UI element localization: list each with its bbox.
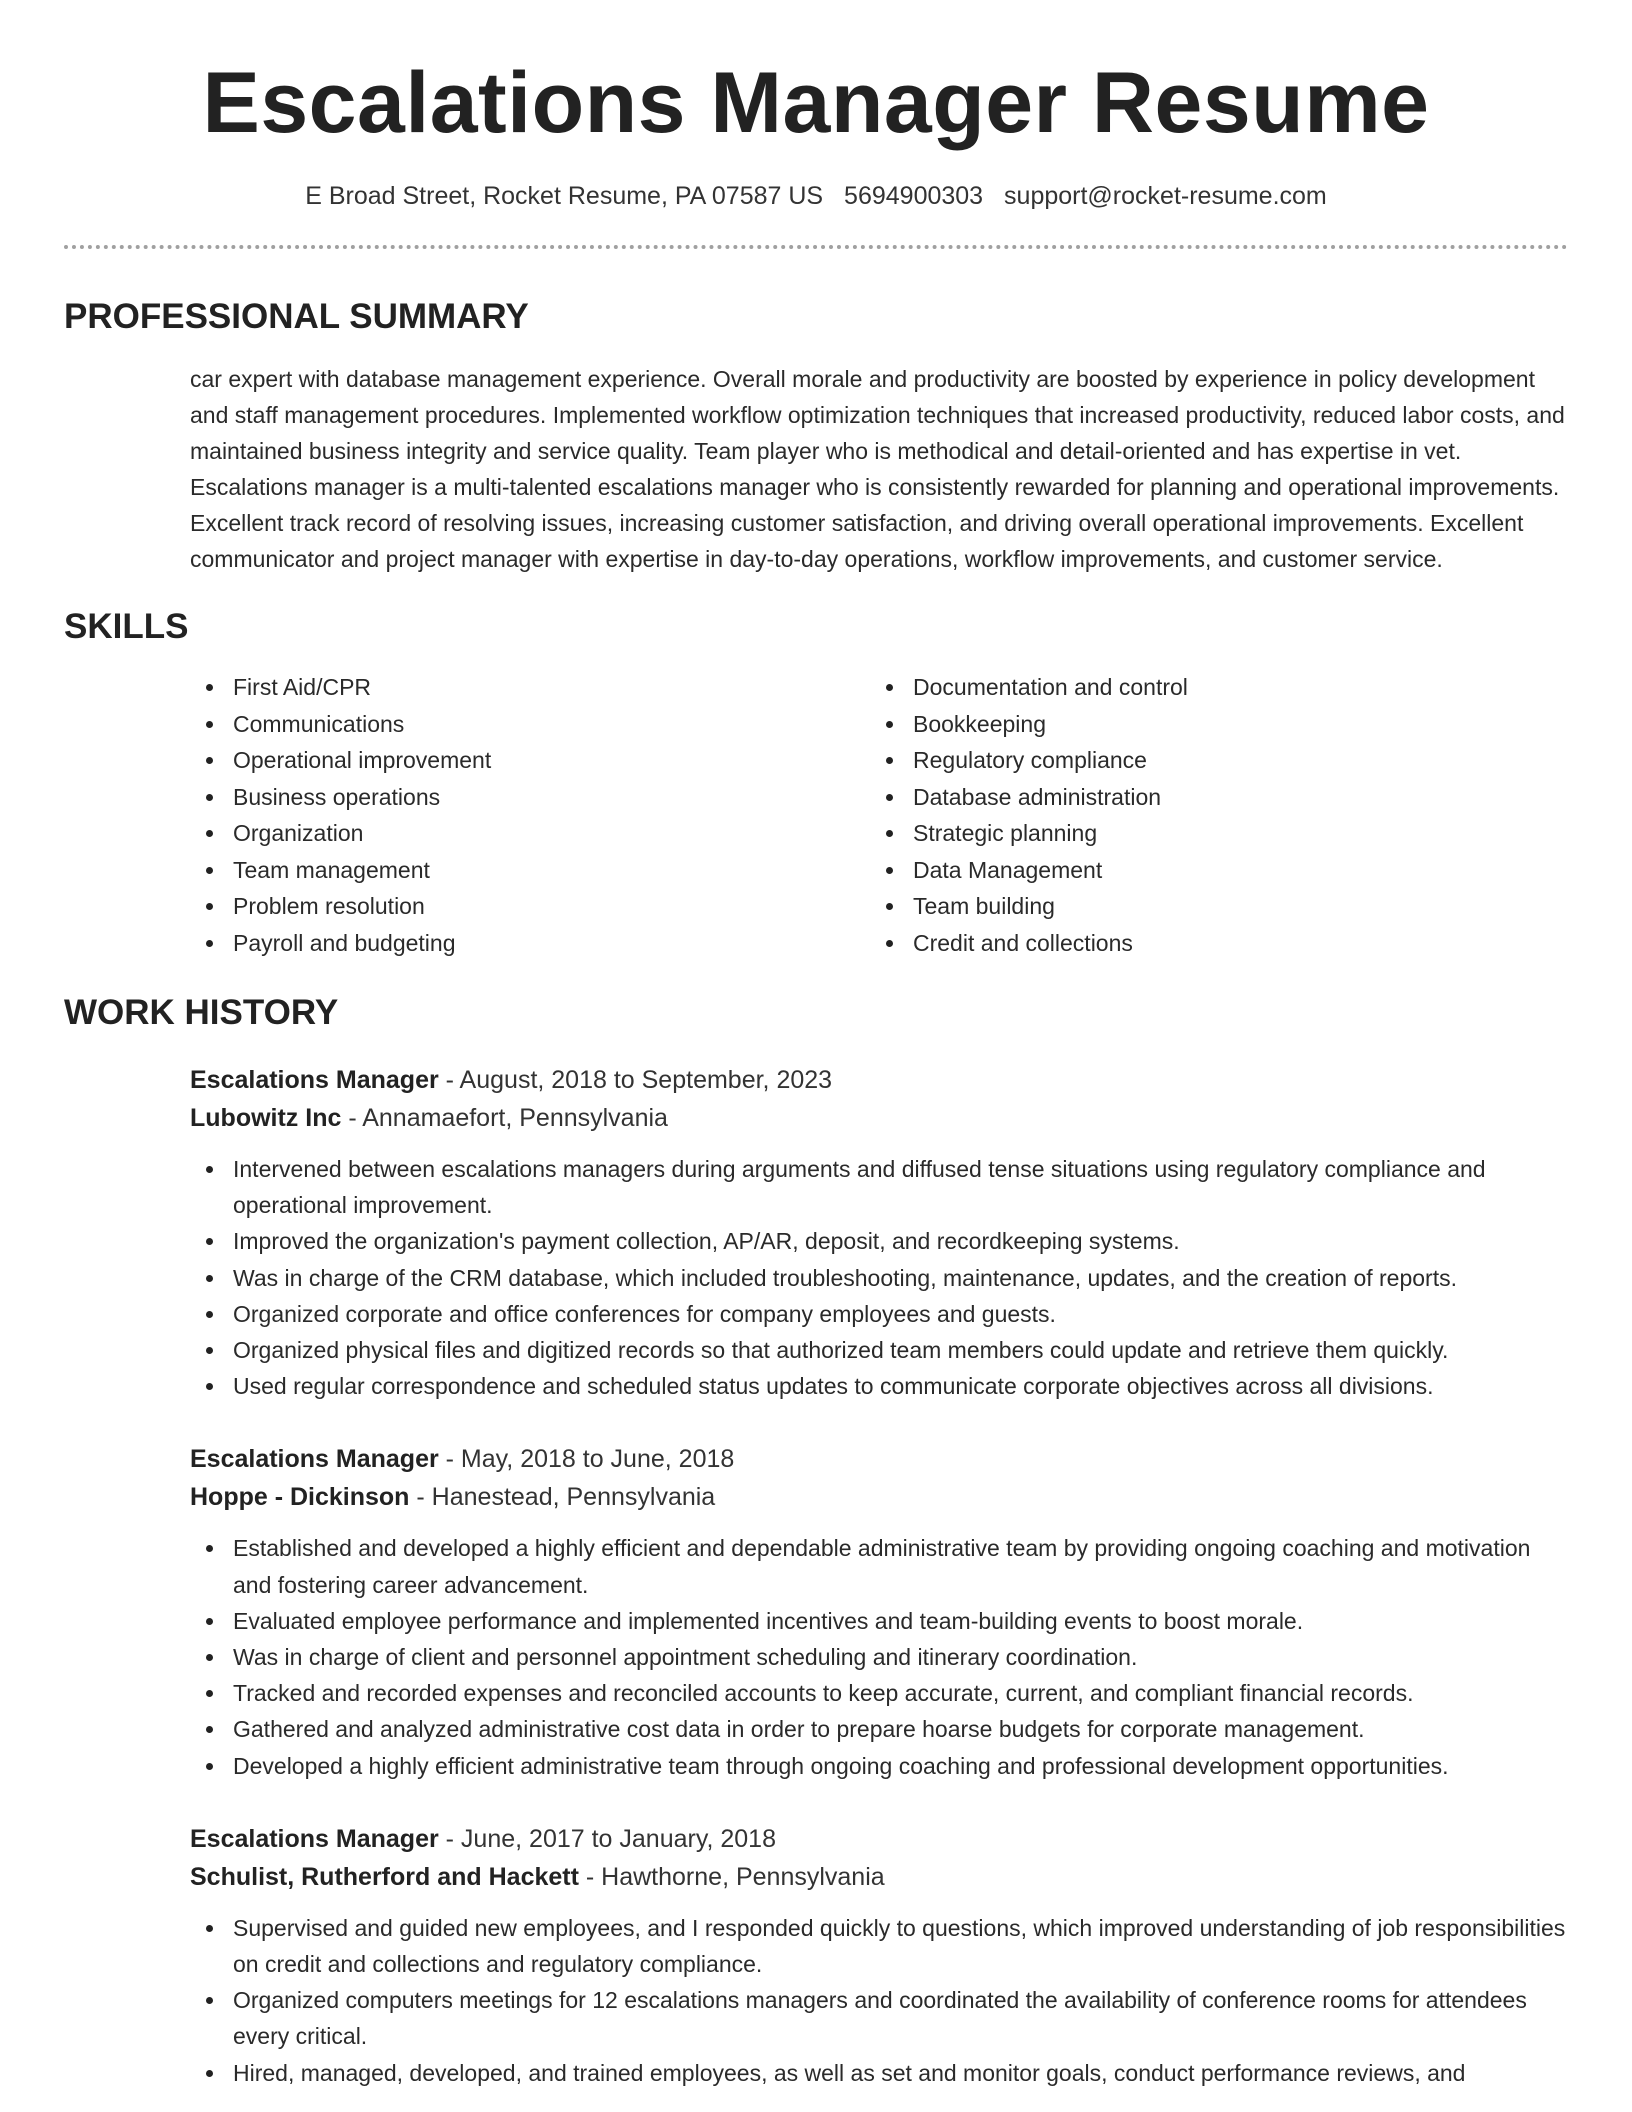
job-title: Escalations Manager (190, 1066, 439, 1094)
job-bullets (190, 1530, 1568, 1783)
skill-item: Regulatory compliance (870, 742, 1550, 779)
resume-page (64, 0, 1568, 2091)
job-dates: - May, 2018 to June, 2018 (438, 1445, 735, 1474)
job-bullet: Gathered and analyzed administrative cost data in order to prepare hoarse budgets for corporate management. (190, 1711, 1568, 1747)
skill-item: Documentation and control (870, 669, 1550, 706)
job-entry (190, 1820, 1568, 2091)
job-title: Escalations Manager (190, 1445, 439, 1474)
contact-phone: 5694900303 (844, 182, 984, 210)
skill-item: Credit and collections (870, 925, 1550, 962)
skill-item: Team management (190, 852, 870, 889)
job-company-line (190, 1858, 1568, 1896)
job-bullets (190, 1151, 1568, 1404)
job-bullet: Organized corporate and office conferences for company employees and guests. (190, 1296, 1568, 1332)
job-bullet: Hired, managed, developed, and trained employees, as well as set and monitor goals, conduct performance reviews, and (190, 2055, 1568, 2091)
contact-address: E Broad Street, Rocket Resume, PA 07587 US (305, 182, 824, 210)
job-company-line (190, 1478, 1568, 1516)
job-dates: - August, 2018 to September, 2023 (438, 1066, 833, 1094)
job-company: Hoppe - Dickinson (190, 1483, 410, 1512)
skill-item: First Aid/CPR (190, 669, 870, 706)
contact-email: support@rocket-resume.com (1004, 182, 1327, 210)
skill-item: Organization (190, 815, 870, 852)
job-title: Escalations Manager (190, 1824, 439, 1853)
job-bullet: Organized physical files and digitized records so that authorized team members could update and retrieve them quickly. (190, 1332, 1568, 1368)
job-bullet: Organized computers meetings for 12 escalations managers and coordinated the availability of conference rooms for attendees every critical. (190, 1982, 1568, 2054)
job-title-line (190, 1440, 1568, 1478)
contact-line (64, 180, 1568, 212)
skill-item: Payroll and budgeting (190, 925, 870, 962)
job-dates: - June, 2017 to January, 2018 (438, 1824, 776, 1853)
job-company: Schulist, Rutherford and Hackett (190, 1862, 579, 1891)
skills-heading: SKILLS (64, 607, 189, 646)
job-bullet: Intervened between escalations managers during arguments and diffused tense situations using regulatory compliance and operational improvement. (190, 1151, 1568, 1223)
skill-item: Data Management (870, 852, 1550, 889)
job-entry (190, 1440, 1568, 1783)
job-location: - Hanestead, Pennsylvania (409, 1483, 716, 1512)
job-bullets (190, 1910, 1568, 2091)
resume-title: Escalations Manager Resume (202, 55, 1430, 151)
skill-item: Database administration (870, 779, 1550, 816)
skills-column-right (870, 669, 1550, 961)
job-location: - Hawthorne, Pennsylvania (578, 1862, 885, 1891)
skill-item: Team building (870, 888, 1550, 925)
summary-text: car expert with database management experience. Overall morale and productivity are boosted by experience in policy development and staff management procedures. Implemented workflow optimization techniques that increased productivity, reduced labor costs, and maintained business integrity and service quality. Team player who is methodical and detail-oriented and has expertise in vet. Escalations manager is a multi-talented escalations manager who is consistently rewarded for planning and operational improvements. Excellent track record of resolving issues, increasing customer satisfaction, and driving overall operational improvements. Excellent communicator and project manager with expertise in day-to-day operations, workflow improvements, and customer service. (190, 366, 1565, 572)
job-bullet: Was in charge of the CRM database, which included troubleshooting, maintenance, updates, and the creation of reports. (190, 1260, 1568, 1296)
job-entry (190, 1061, 1568, 1404)
job-bullet: Was in charge of client and personnel appointment scheduling and itinerary coordination. (190, 1639, 1568, 1675)
job-title-line (190, 1820, 1568, 1858)
summary-heading: PROFESSIONAL SUMMARY (64, 297, 529, 336)
job-bullet: Established and developed a highly efficient and dependable administrative team by providing ongoing coaching and motivation and fostering career advancement. (190, 1530, 1568, 1602)
skill-item: Strategic planning (870, 815, 1550, 852)
job-bullet: Developed a highly efficient administrative team through ongoing coaching and professional development opportunities. (190, 1748, 1568, 1784)
job-location: - Annamaefort, Pennsylvania (341, 1104, 668, 1132)
skill-item: Communications (190, 706, 870, 743)
job-title-line (190, 1061, 1568, 1099)
skill-item: Business operations (190, 779, 870, 816)
header-divider (64, 245, 1568, 249)
job-bullet: Tracked and recorded expenses and reconciled accounts to keep accurate, current, and compliant financial records. (190, 1675, 1568, 1711)
skill-item: Bookkeeping (870, 706, 1550, 743)
skill-item: Problem resolution (190, 888, 870, 925)
job-company-line (190, 1099, 1568, 1137)
skills-column-left (190, 669, 870, 961)
job-bullet: Used regular correspondence and scheduled status updates to communicate corporate objectives across all divisions. (190, 1368, 1568, 1404)
skills-list (190, 669, 1568, 961)
job-bullet: Improved the organization's payment collection, AP/AR, deposit, and recordkeeping systems. (190, 1223, 1568, 1259)
job-company: Lubowitz Inc (190, 1104, 342, 1132)
job-bullet: Supervised and guided new employees, and I responded quickly to questions, which improved understanding of job responsibilities on credit and collections and regulatory compliance. (190, 1910, 1568, 1982)
work-history-heading: WORK HISTORY (64, 993, 339, 1032)
job-bullet: Evaluated employee performance and implemented incentives and team-building events to boost morale. (190, 1603, 1568, 1639)
skill-item: Operational improvement (190, 742, 870, 779)
